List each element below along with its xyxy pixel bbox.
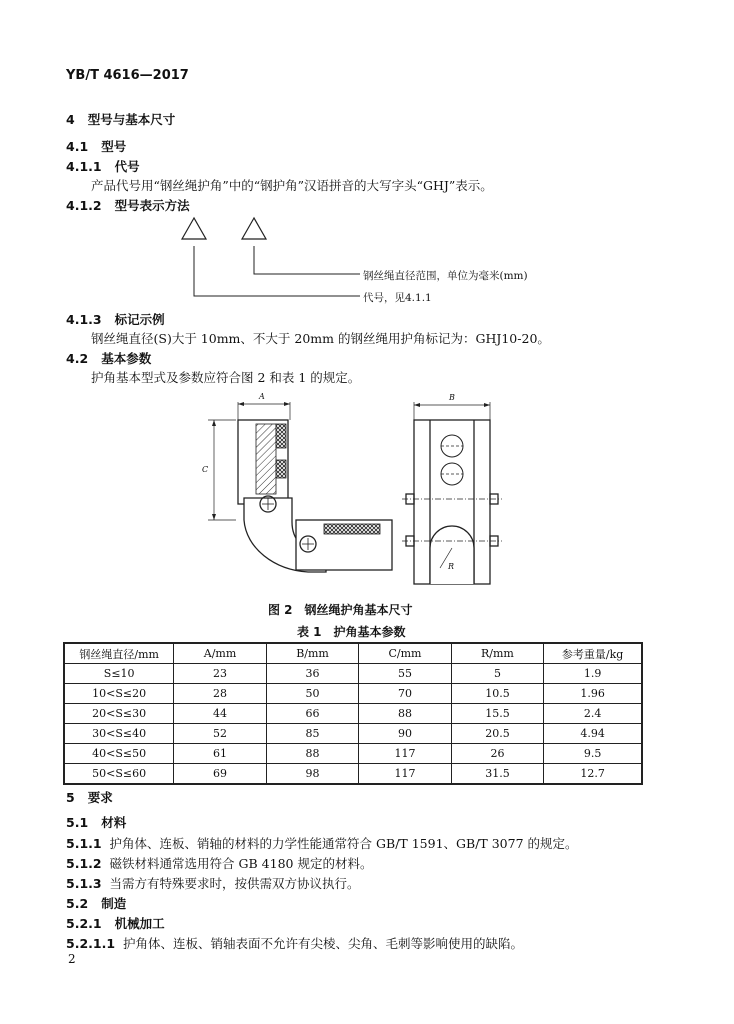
section-title: 制造 — [101, 896, 127, 911]
table-header-cell: A/mm — [174, 643, 266, 664]
wire-rope-guard-drawing — [200, 390, 520, 600]
table-row — [64, 744, 642, 764]
section-title: 要求 — [87, 790, 113, 805]
section-title: 型号 — [101, 139, 127, 154]
table-cell: 44 — [174, 704, 266, 724]
table-cell: 12.7 — [544, 764, 642, 785]
document-code: YB/T 4616—2017 — [66, 68, 189, 83]
dimension-label-r: R — [448, 562, 455, 571]
section-number: 4.1.2 — [66, 198, 102, 213]
front-view — [402, 402, 502, 584]
table-row — [64, 704, 642, 724]
table-cell: 36 — [266, 664, 358, 684]
section-4-1-2-heading — [66, 196, 190, 214]
table-cell: 117 — [359, 744, 451, 764]
table-header-cell: B/mm — [266, 643, 358, 664]
table-cell: 55 — [359, 664, 451, 684]
table-cell: 15.5 — [451, 704, 543, 724]
section-number: 4 — [66, 112, 75, 127]
section-4-1-1-text: 产品代号用“钢丝绳护角”中的“钢护角”汉语拼音的大写字头“GHJ”表示。 — [91, 178, 493, 193]
table-cell: 1.9 — [544, 664, 642, 684]
section-number: 5 — [66, 790, 75, 805]
table-cell: 69 — [174, 764, 266, 785]
figure-caption: 图 2 钢丝绳护角基本尺寸 — [268, 603, 413, 617]
table-cell: 70 — [359, 684, 451, 704]
section-number: 4.2 — [66, 351, 89, 366]
table-cell: 20.5 — [451, 724, 543, 744]
notation-label-code: 代号，见4.1.1 — [363, 292, 432, 304]
section-number: 5.1.1 — [66, 836, 102, 851]
section-number: 5.2 — [66, 896, 89, 911]
table-header-cell: 参考重量/kg — [544, 643, 642, 664]
table-cell: 117 — [359, 764, 451, 785]
notation-label-range: 钢丝绳直径范围，单位为毫米(mm) — [363, 270, 528, 282]
table-row — [64, 684, 642, 704]
section-4-1-3-text: 钢丝绳直径(S)大于 10mm、不大于 20mm 的钢丝绳用护角标记为：GHJ10-20。 — [91, 331, 550, 346]
dimension-label-a: A — [259, 392, 265, 401]
table-cell: 31.5 — [451, 764, 543, 785]
table-cell: 5 — [451, 664, 543, 684]
table-cell: 52 — [174, 724, 266, 744]
section-title: 机械加工 — [114, 916, 165, 931]
leader-line-code — [194, 246, 360, 296]
section-number: 5.1.2 — [66, 856, 102, 871]
section-number: 5.1 — [66, 815, 89, 830]
section-text: 当需方有特殊要求时，按供需双方协议执行。 — [109, 876, 360, 891]
section-title: 标记示例 — [114, 312, 165, 327]
page-number: 2 — [68, 952, 76, 966]
table-cell: 10<S≤20 — [64, 684, 174, 704]
section-number: 4.1 — [66, 139, 89, 154]
section-5-1-2 — [66, 854, 372, 872]
table-row — [64, 764, 642, 785]
leader-line-range — [254, 246, 360, 274]
section-title: 型号表示方法 — [114, 198, 190, 213]
table-cell: 26 — [451, 744, 543, 764]
table-caption: 表 1 护角基本参数 — [297, 625, 406, 639]
section-title: 材料 — [101, 815, 127, 830]
table-cell: 66 — [266, 704, 358, 724]
section-5-heading — [66, 788, 113, 806]
table-header-cell: R/mm — [451, 643, 543, 664]
table-cell: 23 — [174, 664, 266, 684]
section-title: 型号与基本尺寸 — [87, 112, 176, 127]
section-5-1-3 — [66, 874, 360, 892]
table-cell: 4.94 — [544, 724, 642, 744]
table-cell: 88 — [359, 704, 451, 724]
section-number: 5.2.1 — [66, 916, 102, 931]
section-4-heading — [66, 110, 175, 128]
table-cell: 88 — [266, 744, 358, 764]
table-header-cell: C/mm — [359, 643, 451, 664]
table-cell: 9.5 — [544, 744, 642, 764]
section-number: 4.1.1 — [66, 159, 102, 174]
section-5-2-heading — [66, 894, 126, 912]
table-cell: 10.5 — [451, 684, 543, 704]
section-5-1-heading — [66, 813, 126, 831]
section-text: 护角体、连板、销轴的材料的力学性能通常符合 GB/T 1591、GB/T 3077 的规定。 — [109, 836, 578, 851]
dimension-label-c: C — [202, 465, 209, 474]
dimension-label-b: B — [449, 393, 455, 402]
table-cell: 30<S≤40 — [64, 724, 174, 744]
model-notation-diagram — [170, 214, 370, 304]
section-5-2-1-heading — [66, 914, 165, 932]
table-row — [64, 724, 642, 744]
table-cell: S≤10 — [64, 664, 174, 684]
triangle-code-icon — [182, 218, 206, 239]
table-cell: 40<S≤50 — [64, 744, 174, 764]
section-5-2-1-1 — [66, 934, 523, 952]
section-number: 5.2.1.1 — [66, 936, 116, 951]
table-header-row — [64, 643, 642, 664]
section-title: 基本参数 — [101, 351, 152, 366]
section-4-1-1-heading — [66, 157, 140, 175]
table-cell: 61 — [174, 744, 266, 764]
table-cell: 90 — [359, 724, 451, 744]
section-4-2-heading — [66, 349, 151, 367]
table-cell: 50 — [266, 684, 358, 704]
table-header-cell: 钢丝绳直径/mm — [64, 643, 174, 664]
table-cell: 85 — [266, 724, 358, 744]
table-cell: 20<S≤30 — [64, 704, 174, 724]
parameters-table — [63, 642, 643, 785]
section-4-2-text: 护角基本型式及参数应符合图 2 和表 1 的规定。 — [91, 370, 361, 385]
side-view — [208, 402, 392, 572]
section-text: 磁铁材料通常选用符合 GB 4180 规定的材料。 — [109, 856, 373, 871]
table-cell: 28 — [174, 684, 266, 704]
section-title: 代号 — [114, 159, 140, 174]
section-number: 4.1.3 — [66, 312, 102, 327]
table-cell: 98 — [266, 764, 358, 785]
table-cell: 50<S≤60 — [64, 764, 174, 785]
triangle-range-icon — [242, 218, 266, 239]
table-row — [64, 664, 642, 684]
table-cell: 1.96 — [544, 684, 642, 704]
section-text: 护角体、连板、销轴表面不允许有尖棱、尖角、毛刺等影响使用的缺陷。 — [123, 936, 524, 951]
section-5-1-1 — [66, 834, 578, 852]
section-number: 5.1.3 — [66, 876, 102, 891]
table-cell: 2.4 — [544, 704, 642, 724]
section-4-1-3-heading — [66, 310, 165, 328]
section-4-1-heading — [66, 137, 126, 155]
